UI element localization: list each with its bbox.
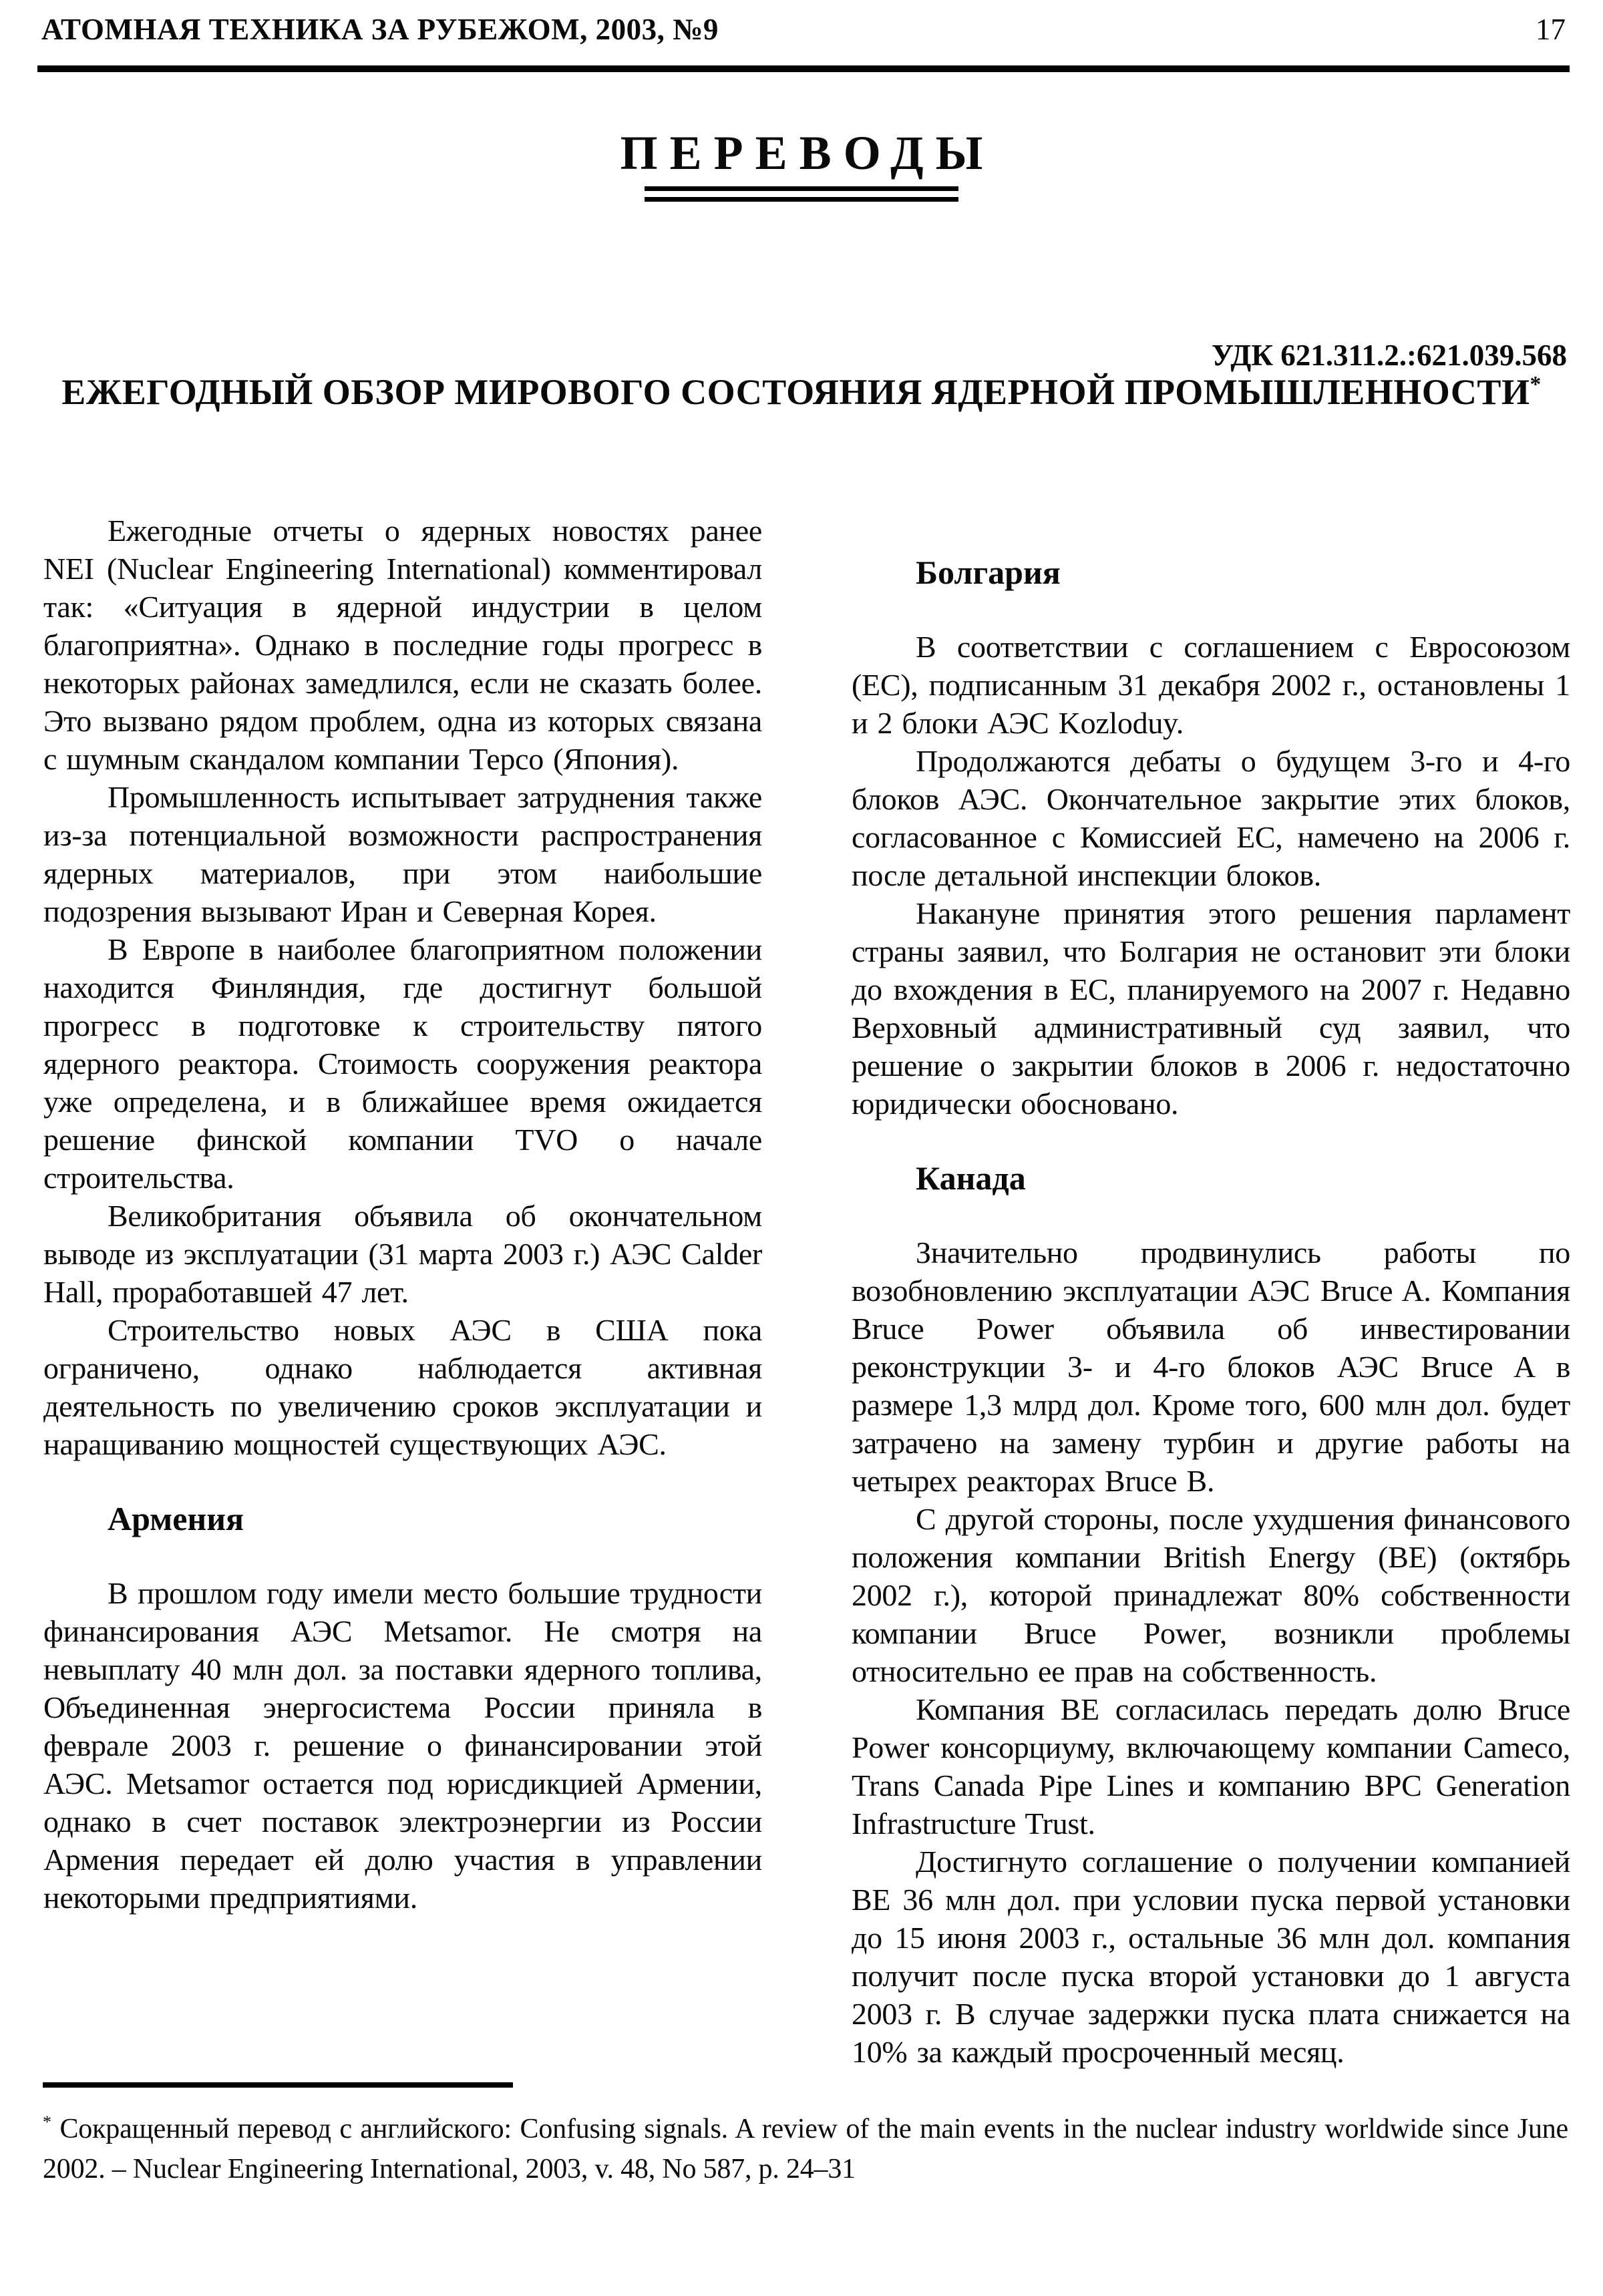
footnote-text: Сокращенный перевод с английского: Confusing signals. A review of the main events in the nuclear industry worldwide since June 2002. – Nuclear Engineering International, 2003, v. 48, No 587, p. 24–31 (43, 2114, 1568, 2184)
article-body (43, 512, 1570, 2071)
page-number: 17 (1536, 13, 1566, 46)
footnote-marker: * (43, 2112, 51, 2132)
country-heading-armenia: Армения (108, 1500, 244, 1537)
paragraph: Накануне принятия этого решения парламент страны заявил, что Болгария не остановит эти блоки до вхождения в ЕС, планируемого на 2007 г. Недавно Верховный административный суд заявил, что решение о закрытии блоков в 2006 г. недостаточно юридически обосновано. (852, 896, 1570, 1121)
paragraph: В прошлом году имели место большие трудности финансирования АЭС Metsamor. Не смотря на невыплату 40 млн дол. за поставки ядерного топлива, Объединенная энергосистема России приняла в феврале 2003 г. решение о финансировании этой АЭС. Metsamor остается под юрисдикцией Армении, однако в счет поставок электроэнергии из России Армения передает ей долю участия в управлении некоторыми предприятиями. (43, 1576, 762, 1915)
right-column (852, 512, 1570, 2071)
section-title-underline (645, 186, 958, 202)
paragraph: В соответствии с соглашением с Евросоюзом (ЕС), подписанным 31 декабря 2002 г., остановлены 1 и 2 блоки АЭС Kozloduy. (852, 630, 1570, 740)
footnote (43, 2109, 1568, 2189)
paragraph: Значительно продвинулись работы по возобновлению эксплуатации АЭС Bruce A. Компания Bruce Power объявила об инвестировании реконструкции 3- и 4-го блоков АЭС Bruce A в размере 1,3 млрд дол. Кроме того, 600 млн дол. будет затрачено на замену турбин и другие работы на четырех реакторах Bruce B. (852, 1235, 1570, 1498)
paragraph: Строительство новых АЭС в США пока ограничено, однако наблюдается активная деятельность по увеличению сроков эксплуатации и наращиванию мощностей существующих АЭС. (43, 1313, 762, 1461)
paragraph: Компания BE согласилась передать долю Bruce Power консорциуму, включающему компании Cameco, Trans Canada Pipe Lines и компанию BPC Generation Infrastructure Trust. (852, 1692, 1570, 1841)
paragraph: Ежегодные отчеты о ядерных новостях ранее NEI (Nuclear Engineering International) комментировал так: «Ситуация в ядерной индустрии в целом благоприятна». Однако в последние годы прогресс в некоторых районах замедлился, если не сказать более. Это вызвано рядом проблем, одна из которых связана с шумным скандалом компании Терсо (Япония). (43, 514, 762, 776)
article-title (27, 371, 1576, 413)
country-heading-bulgaria: Болгария (916, 554, 1061, 591)
footnote-rule (43, 2082, 513, 2088)
left-column (43, 512, 762, 2071)
paragraph: В Европе в наиболее благоприятном положении находится Финляндия, где достигнут большой прогресс в подготовке к строительству пятого ядерного реактора. Стоимость сооружения реактора уже определена, и в ближайшее время ожидается решение финской компании TVO о начале строительства. (43, 932, 762, 1195)
article-title-text: ЕЖЕГОДНЫЙ ОБЗОР МИРОВОГО СОСТОЯНИЯ ЯДЕРНОЙ ПРОМЫШЛЕННОСТИ (61, 372, 1530, 412)
running-header (41, 12, 1566, 47)
journal-title: АТОМНАЯ ТЕХНИКА ЗА РУБЕЖОМ, 2003, №9 (41, 13, 719, 46)
paragraph: Продолжаются дебаты о будущем 3-го и 4-го блоков АЭС. Окончательное закрытие этих блоков, согласованное с Комиссией ЕС, намечено на 2006 г. после детальной инспекции блоков. (852, 744, 1570, 892)
paragraph: С другой стороны, после ухудшения финансового положения компании British Energy (BE) (октябрь 2002 г.), которой принадлежат 80% собственности компании Bruce Power, возникли проблемы относительно ее прав на собственность. (852, 1502, 1570, 1688)
article-title-footnote-marker: * (1530, 372, 1542, 397)
udc-code: УДК 621.311.2.:621.039.568 (1211, 339, 1567, 372)
paragraph: Промышленность испытывает затруднения также из-за потенциальной возможности распространения ядерных материалов, при этом наибольшие подозрения вызывают Иран и Северная Корея. (43, 780, 762, 928)
section-title: ПЕРЕВОДЫ (620, 126, 995, 180)
paragraph: Великобритания объявила об окончательном выводе из эксплуатации (31 марта 2003 г.) АЭС Calder Hall, проработавшей 47 лет. (43, 1199, 762, 1309)
header-rule (37, 65, 1570, 72)
country-heading-canada: Канада (916, 1159, 1026, 1197)
footnote-block (43, 2082, 1568, 2189)
paragraph: Достигнуто соглашение о получении компанией BE 36 млн дол. при условии пуска первой установки до 15 июня 2003 г., остальные 36 млн дол. компания получит после пуска второй установки до 1 августа 2003 г. В случае задержки пуска плата снижается на 10% за каждый просроченный месяц. (852, 1845, 1570, 2069)
section-title-block (0, 126, 1603, 202)
